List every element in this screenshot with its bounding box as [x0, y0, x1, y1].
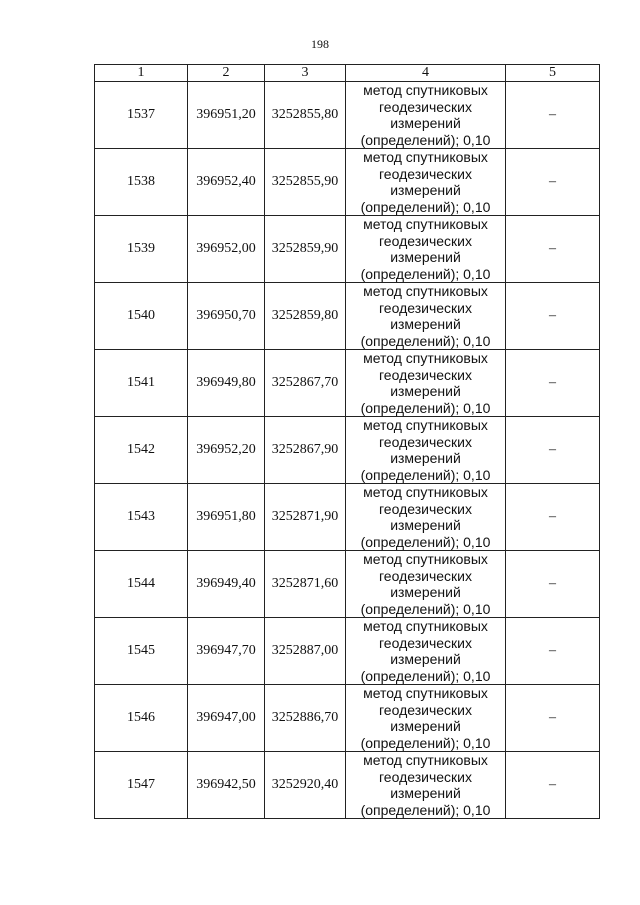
method-text-line: метод спутниковых — [363, 551, 488, 567]
method-text-line: метод спутниковых — [363, 618, 488, 634]
y-coordinate-cell: 3252855,90 — [265, 149, 346, 216]
method-text-line: метод спутниковых — [363, 417, 488, 433]
method-text-line: измерений — [390, 785, 461, 801]
y-coordinate-cell: 3252920,40 — [265, 752, 346, 819]
method-text-line: измерений — [390, 450, 461, 466]
table-row — [95, 350, 600, 417]
method-text-line: (определений); 0,10 — [360, 533, 491, 550]
column-header-4: 4 — [346, 65, 506, 82]
method-text-line: геодезических — [379, 366, 472, 383]
point-number-cell: 1540 — [95, 283, 188, 350]
method-text-line: (определений); 0,10 — [360, 600, 491, 617]
method-text-line: метод спутниковых — [363, 484, 488, 500]
table-row — [95, 618, 600, 685]
method-text-line: геодезических — [379, 299, 472, 316]
point-number-cell: 1543 — [95, 484, 188, 551]
y-coordinate-cell: 3252871,90 — [265, 484, 346, 551]
dash-cell: – — [506, 350, 600, 417]
point-number-cell: 1539 — [95, 216, 188, 283]
y-coordinate-cell: 3252855,80 — [265, 82, 346, 149]
point-number-cell: 1537 — [95, 82, 188, 149]
method-cell — [346, 752, 506, 819]
dash-cell: – — [506, 484, 600, 551]
coordinates-table — [94, 64, 600, 819]
method-cell — [346, 149, 506, 216]
y-coordinate-cell: 3252867,90 — [265, 417, 346, 484]
y-coordinate-cell: 3252887,00 — [265, 618, 346, 685]
method-text-line: (определений); 0,10 — [360, 667, 491, 684]
table-row — [95, 82, 600, 149]
point-number-cell: 1538 — [95, 149, 188, 216]
dash-cell: – — [506, 752, 600, 819]
method-cell — [346, 551, 506, 618]
method-cell — [346, 685, 506, 752]
x-coordinate-cell: 396949,80 — [188, 350, 265, 417]
method-cell — [346, 618, 506, 685]
table-row — [95, 216, 600, 283]
point-number-cell: 1547 — [95, 752, 188, 819]
method-text-line: метод спутниковых — [363, 350, 488, 366]
y-coordinate-cell: 3252871,60 — [265, 551, 346, 618]
method-text-line: (определений); 0,10 — [360, 399, 491, 416]
method-text-line: геодезических — [379, 500, 472, 517]
column-header-5: 5 — [506, 65, 600, 82]
method-text-line: измерений — [390, 249, 461, 265]
method-cell — [346, 283, 506, 350]
table-row — [95, 752, 600, 819]
x-coordinate-cell: 396950,70 — [188, 283, 265, 350]
dash-cell: – — [506, 417, 600, 484]
point-number-cell: 1546 — [95, 685, 188, 752]
y-coordinate-cell: 3252859,80 — [265, 283, 346, 350]
method-text-line: метод спутниковых — [363, 82, 488, 98]
x-coordinate-cell: 396942,50 — [188, 752, 265, 819]
x-coordinate-cell: 396951,20 — [188, 82, 265, 149]
method-cell — [346, 484, 506, 551]
dash-cell: – — [506, 149, 600, 216]
method-text-line: (определений); 0,10 — [360, 131, 491, 148]
method-text-line: (определений); 0,10 — [360, 734, 491, 751]
point-number-cell: 1542 — [95, 417, 188, 484]
method-text-line: геодезических — [379, 232, 472, 249]
x-coordinate-cell: 396947,00 — [188, 685, 265, 752]
method-text-line: (определений); 0,10 — [360, 466, 491, 483]
column-header-3: 3 — [265, 65, 346, 82]
method-text-line: (определений); 0,10 — [360, 801, 491, 818]
x-coordinate-cell: 396949,40 — [188, 551, 265, 618]
method-text-line: геодезических — [379, 567, 472, 584]
y-coordinate-cell: 3252859,90 — [265, 216, 346, 283]
method-cell — [346, 350, 506, 417]
method-text-line: метод спутниковых — [363, 752, 488, 768]
method-text-line: измерений — [390, 517, 461, 533]
dash-cell: – — [506, 283, 600, 350]
method-text-line: метод спутниковых — [363, 216, 488, 232]
table-row — [95, 149, 600, 216]
dash-cell: – — [506, 618, 600, 685]
method-cell — [346, 417, 506, 484]
y-coordinate-cell: 3252867,70 — [265, 350, 346, 417]
y-coordinate-cell: 3252886,70 — [265, 685, 346, 752]
table-row — [95, 283, 600, 350]
x-coordinate-cell: 396952,00 — [188, 216, 265, 283]
method-text-line: геодезических — [379, 768, 472, 785]
method-text-line: измерений — [390, 718, 461, 734]
method-text-line: измерений — [390, 584, 461, 600]
table-row — [95, 484, 600, 551]
x-coordinate-cell: 396952,40 — [188, 149, 265, 216]
dash-cell: – — [506, 685, 600, 752]
method-text-line: метод спутниковых — [363, 685, 488, 701]
method-cell — [346, 216, 506, 283]
method-text-line: геодезических — [379, 701, 472, 718]
page-number: 198 — [311, 37, 329, 51]
method-text-line: (определений); 0,10 — [360, 198, 491, 215]
method-text-line: геодезических — [379, 634, 472, 651]
method-text-line: геодезических — [379, 165, 472, 182]
point-number-cell: 1544 — [95, 551, 188, 618]
table-body — [95, 82, 600, 819]
table-row — [95, 551, 600, 618]
method-text-line: (определений); 0,10 — [360, 265, 491, 282]
method-text-line: измерений — [390, 383, 461, 399]
table-header-row — [95, 65, 600, 82]
table-row — [95, 685, 600, 752]
dash-cell: – — [506, 216, 600, 283]
column-header-1: 1 — [95, 65, 188, 82]
point-number-cell: 1545 — [95, 618, 188, 685]
column-header-2: 2 — [188, 65, 265, 82]
method-text-line: (определений); 0,10 — [360, 332, 491, 349]
method-text-line: геодезических — [379, 98, 472, 115]
method-text-line: измерений — [390, 316, 461, 332]
method-cell — [346, 82, 506, 149]
method-text-line: метод спутниковых — [363, 149, 488, 165]
method-text-line: измерений — [390, 651, 461, 667]
point-number-cell: 1541 — [95, 350, 188, 417]
dash-cell: – — [506, 551, 600, 618]
table-row — [95, 417, 600, 484]
x-coordinate-cell: 396947,70 — [188, 618, 265, 685]
method-text-line: измерений — [390, 182, 461, 198]
method-text-line: метод спутниковых — [363, 283, 488, 299]
x-coordinate-cell: 396951,80 — [188, 484, 265, 551]
method-text-line: измерений — [390, 115, 461, 131]
dash-cell: – — [506, 82, 600, 149]
method-text-line: геодезических — [379, 433, 472, 450]
x-coordinate-cell: 396952,20 — [188, 417, 265, 484]
